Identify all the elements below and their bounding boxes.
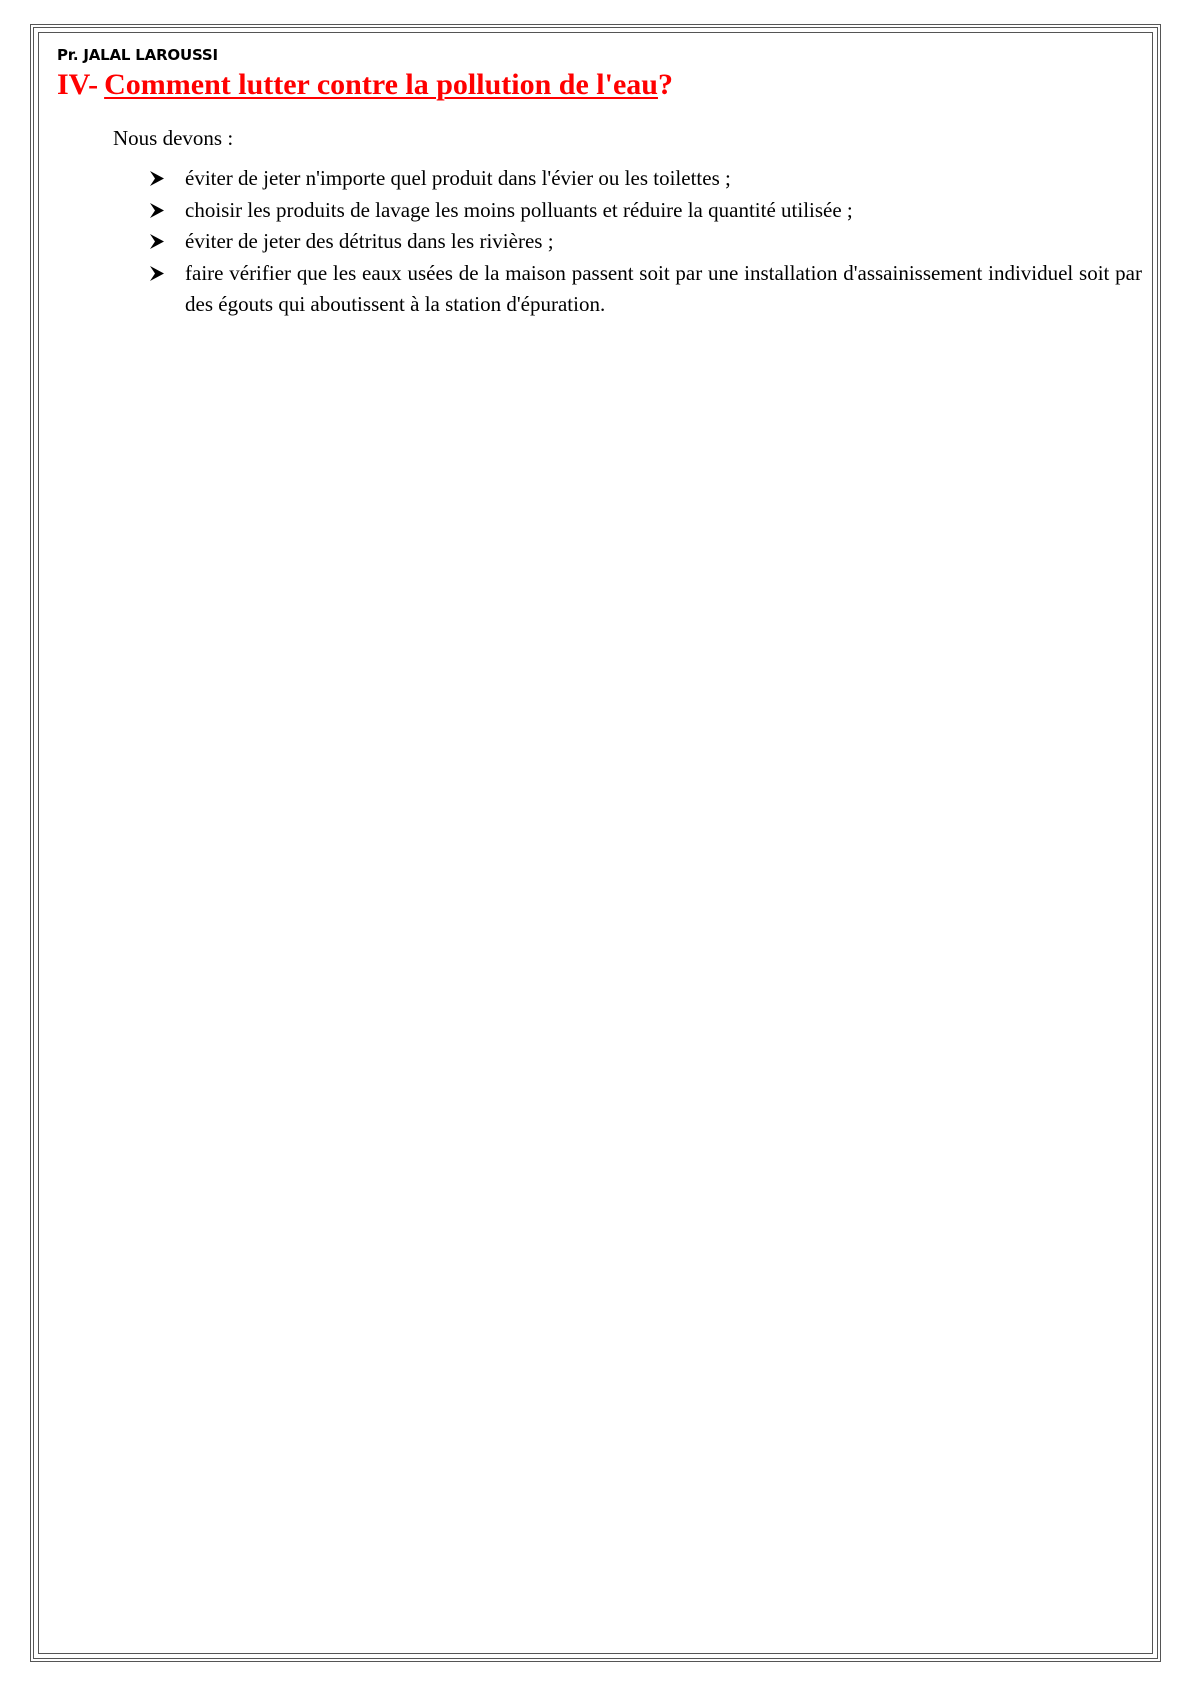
arrowhead-bullet-icon — [150, 266, 164, 281]
intro-text: Nous devons : — [113, 126, 234, 150]
list-item-text: choisir les produits de lavage les moins polluants et réduire la quantité utilisée ; — [185, 197, 853, 222]
section-number: IV- — [57, 68, 99, 101]
list-item — [150, 163, 1142, 195]
author-name: Pr. JALAL LAROUSSI — [57, 46, 218, 64]
list-item — [150, 195, 1142, 227]
arrowhead-bullet-icon — [150, 234, 164, 249]
section-title-end: ? — [657, 68, 673, 101]
list-item — [150, 226, 1142, 258]
list-item-text: faire vérifier que les eaux usées de la maison passent soit par une installation d'assainissement individuel soit par des égouts qui aboutissent à la station d'épuration. — [185, 260, 1142, 316]
bullet-list — [150, 163, 1142, 321]
list-item-text: éviter de jeter des détritus dans les rivières ; — [185, 229, 554, 253]
section-title: Comment lutter contre la pollution de l'eau — [104, 68, 658, 101]
arrowhead-bullet-icon — [150, 171, 164, 186]
arrowhead-bullet-icon — [150, 203, 164, 218]
list-item — [150, 258, 1142, 321]
list-item-text: éviter de jeter n'importe quel produit dans l'évier ou les toilettes ; — [185, 166, 731, 190]
section-heading — [57, 68, 673, 102]
